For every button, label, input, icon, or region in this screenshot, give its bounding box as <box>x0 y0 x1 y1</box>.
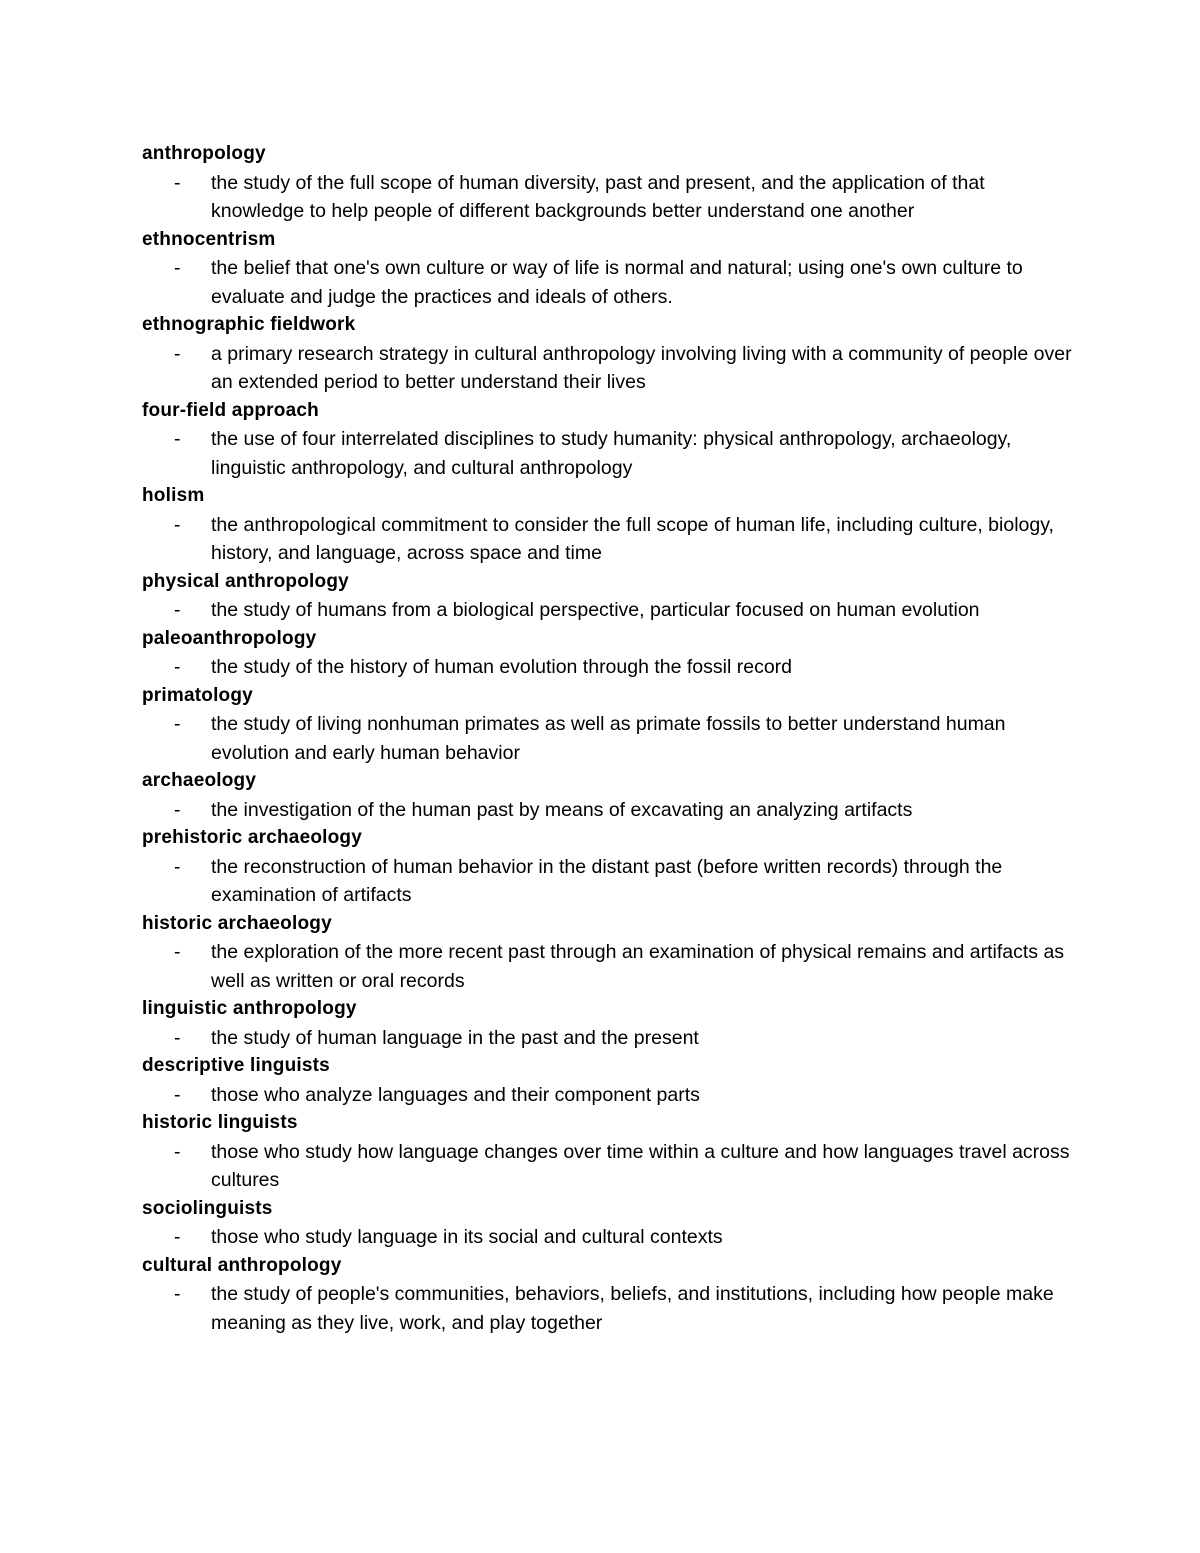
glossary-document <box>142 140 1072 1337</box>
definition-text: the reconstruction of human behavior in the distant past (before written records) through the examination of artifacts <box>211 855 1003 906</box>
term-definition <box>142 596 1072 625</box>
definition-text: those who study language in its social and cultural contexts <box>211 1226 723 1248</box>
definition-text: the study of living nonhuman primates as well as primate fossils to better understand human evolution and early human behavior <box>211 713 1006 764</box>
definition-text: the anthropological commitment to consider the full scope of human life, including culture, biology, history, and language, across space and time <box>211 513 1054 564</box>
dash-bullet: - <box>174 1083 181 1106</box>
term-heading: ethnographic fieldwork <box>142 314 356 335</box>
term-heading: anthropology <box>142 143 266 164</box>
dash-bullet: - <box>174 941 181 963</box>
dash-bullet: - <box>174 1283 181 1305</box>
term-definition <box>142 710 1072 767</box>
term-definition <box>142 511 1072 568</box>
definition-text: the study of human language in the past and the present <box>211 1026 699 1049</box>
term-definition <box>142 1138 1072 1195</box>
glossary-entry-linguistic-anthropology <box>142 995 1072 1052</box>
glossary-entry-cultural-anthropology <box>142 1252 1072 1338</box>
glossary-entry-holism <box>142 482 1072 568</box>
definition-text: the investigation of the human past by means of excavating an analyzing artifacts <box>211 798 913 821</box>
term-definition <box>142 853 1072 910</box>
glossary-entry-four-field-approach <box>142 397 1072 483</box>
term-definition <box>142 796 1072 825</box>
definition-text: those who study how language changes over time within a culture and how languages travel across cultures <box>211 1140 1070 1191</box>
term-heading: prehistoric archaeology <box>142 827 363 848</box>
definition-text: the use of four interrelated disciplines to study humanity: physical anthropology, archaeology, linguistic anthropology, and cultural anthropology <box>211 428 1012 479</box>
definition-text: the belief that one's own culture or way of life is normal and natural; using one's own culture to evaluate and judge the practices and ideals of others. <box>211 257 1023 308</box>
glossary-entry-historic-archaeology <box>142 910 1072 996</box>
term-definition <box>142 425 1072 482</box>
glossary-entry-descriptive-linguists <box>142 1052 1072 1109</box>
glossary-entry-ethnographic-fieldwork <box>142 311 1072 397</box>
term-heading: cultural anthropology <box>142 1254 342 1276</box>
term-heading: four-field approach <box>142 399 319 421</box>
dash-bullet: - <box>174 513 181 536</box>
term-definition <box>142 1081 1072 1110</box>
definition-text: the study of humans from a biological perspective, particular focused on human evolution <box>211 599 980 621</box>
term-definition <box>142 653 1072 682</box>
definition-text: the study of people's communities, behaviors, beliefs, and institutions, including how people make meaning as they live, work, and play together <box>211 1283 1054 1334</box>
dash-bullet: - <box>174 1026 181 1049</box>
dash-bullet: - <box>174 656 181 678</box>
glossary-entry-historic-linguists <box>142 1109 1072 1195</box>
dash-bullet: - <box>174 1226 181 1248</box>
definition-text: the study of the full scope of human diversity, past and present, and the application of that knowledge to help people of different backgrounds better understand one another <box>211 171 985 222</box>
dash-bullet: - <box>174 855 181 878</box>
term-heading: physical anthropology <box>142 570 349 592</box>
term-heading: paleoanthropology <box>142 627 317 649</box>
term-definition <box>142 169 1072 226</box>
definition-text: those who analyze languages and their component parts <box>211 1083 700 1106</box>
definition-text: the study of the history of human evolution through the fossil record <box>211 656 793 678</box>
term-definition <box>142 1223 1072 1252</box>
term-heading: ethnocentrism <box>142 228 276 250</box>
term-heading: descriptive linguists <box>142 1055 330 1076</box>
term-definition <box>142 938 1072 995</box>
dash-bullet: - <box>174 171 181 194</box>
dash-bullet: - <box>174 713 181 735</box>
dash-bullet: - <box>174 599 181 621</box>
dash-bullet: - <box>174 428 181 450</box>
term-definition <box>142 1280 1072 1337</box>
term-definition <box>142 1024 1072 1053</box>
term-definition <box>142 254 1072 311</box>
term-heading: linguistic anthropology <box>142 998 357 1019</box>
glossary-entry-ethnocentrism <box>142 226 1072 312</box>
glossary-entry-sociolinguists <box>142 1195 1072 1252</box>
term-heading: sociolinguists <box>142 1197 273 1219</box>
glossary-entry-paleoanthropology <box>142 625 1072 682</box>
glossary-entry-prehistoric-archaeology <box>142 824 1072 910</box>
definition-text: a primary research strategy in cultural anthropology involving living with a community of people over an extended period to better understand their lives <box>211 342 1072 393</box>
glossary-entry-anthropology <box>142 140 1072 226</box>
glossary-entry-physical-anthropology <box>142 568 1072 625</box>
dash-bullet: - <box>174 257 181 279</box>
term-heading: historic linguists <box>142 1112 298 1133</box>
term-heading: historic archaeology <box>142 912 332 934</box>
glossary-entry-archaeology <box>142 767 1072 824</box>
dash-bullet: - <box>174 798 181 821</box>
term-heading: archaeology <box>142 770 257 791</box>
definition-text: the exploration of the more recent past through an examination of physical remains and artifacts as well as written or oral records <box>211 941 1065 992</box>
glossary-entry-primatology <box>142 682 1072 768</box>
term-definition <box>142 340 1072 397</box>
dash-bullet: - <box>174 342 181 365</box>
dash-bullet: - <box>174 1140 181 1163</box>
term-heading: primatology <box>142 684 253 706</box>
term-heading: holism <box>142 485 205 506</box>
